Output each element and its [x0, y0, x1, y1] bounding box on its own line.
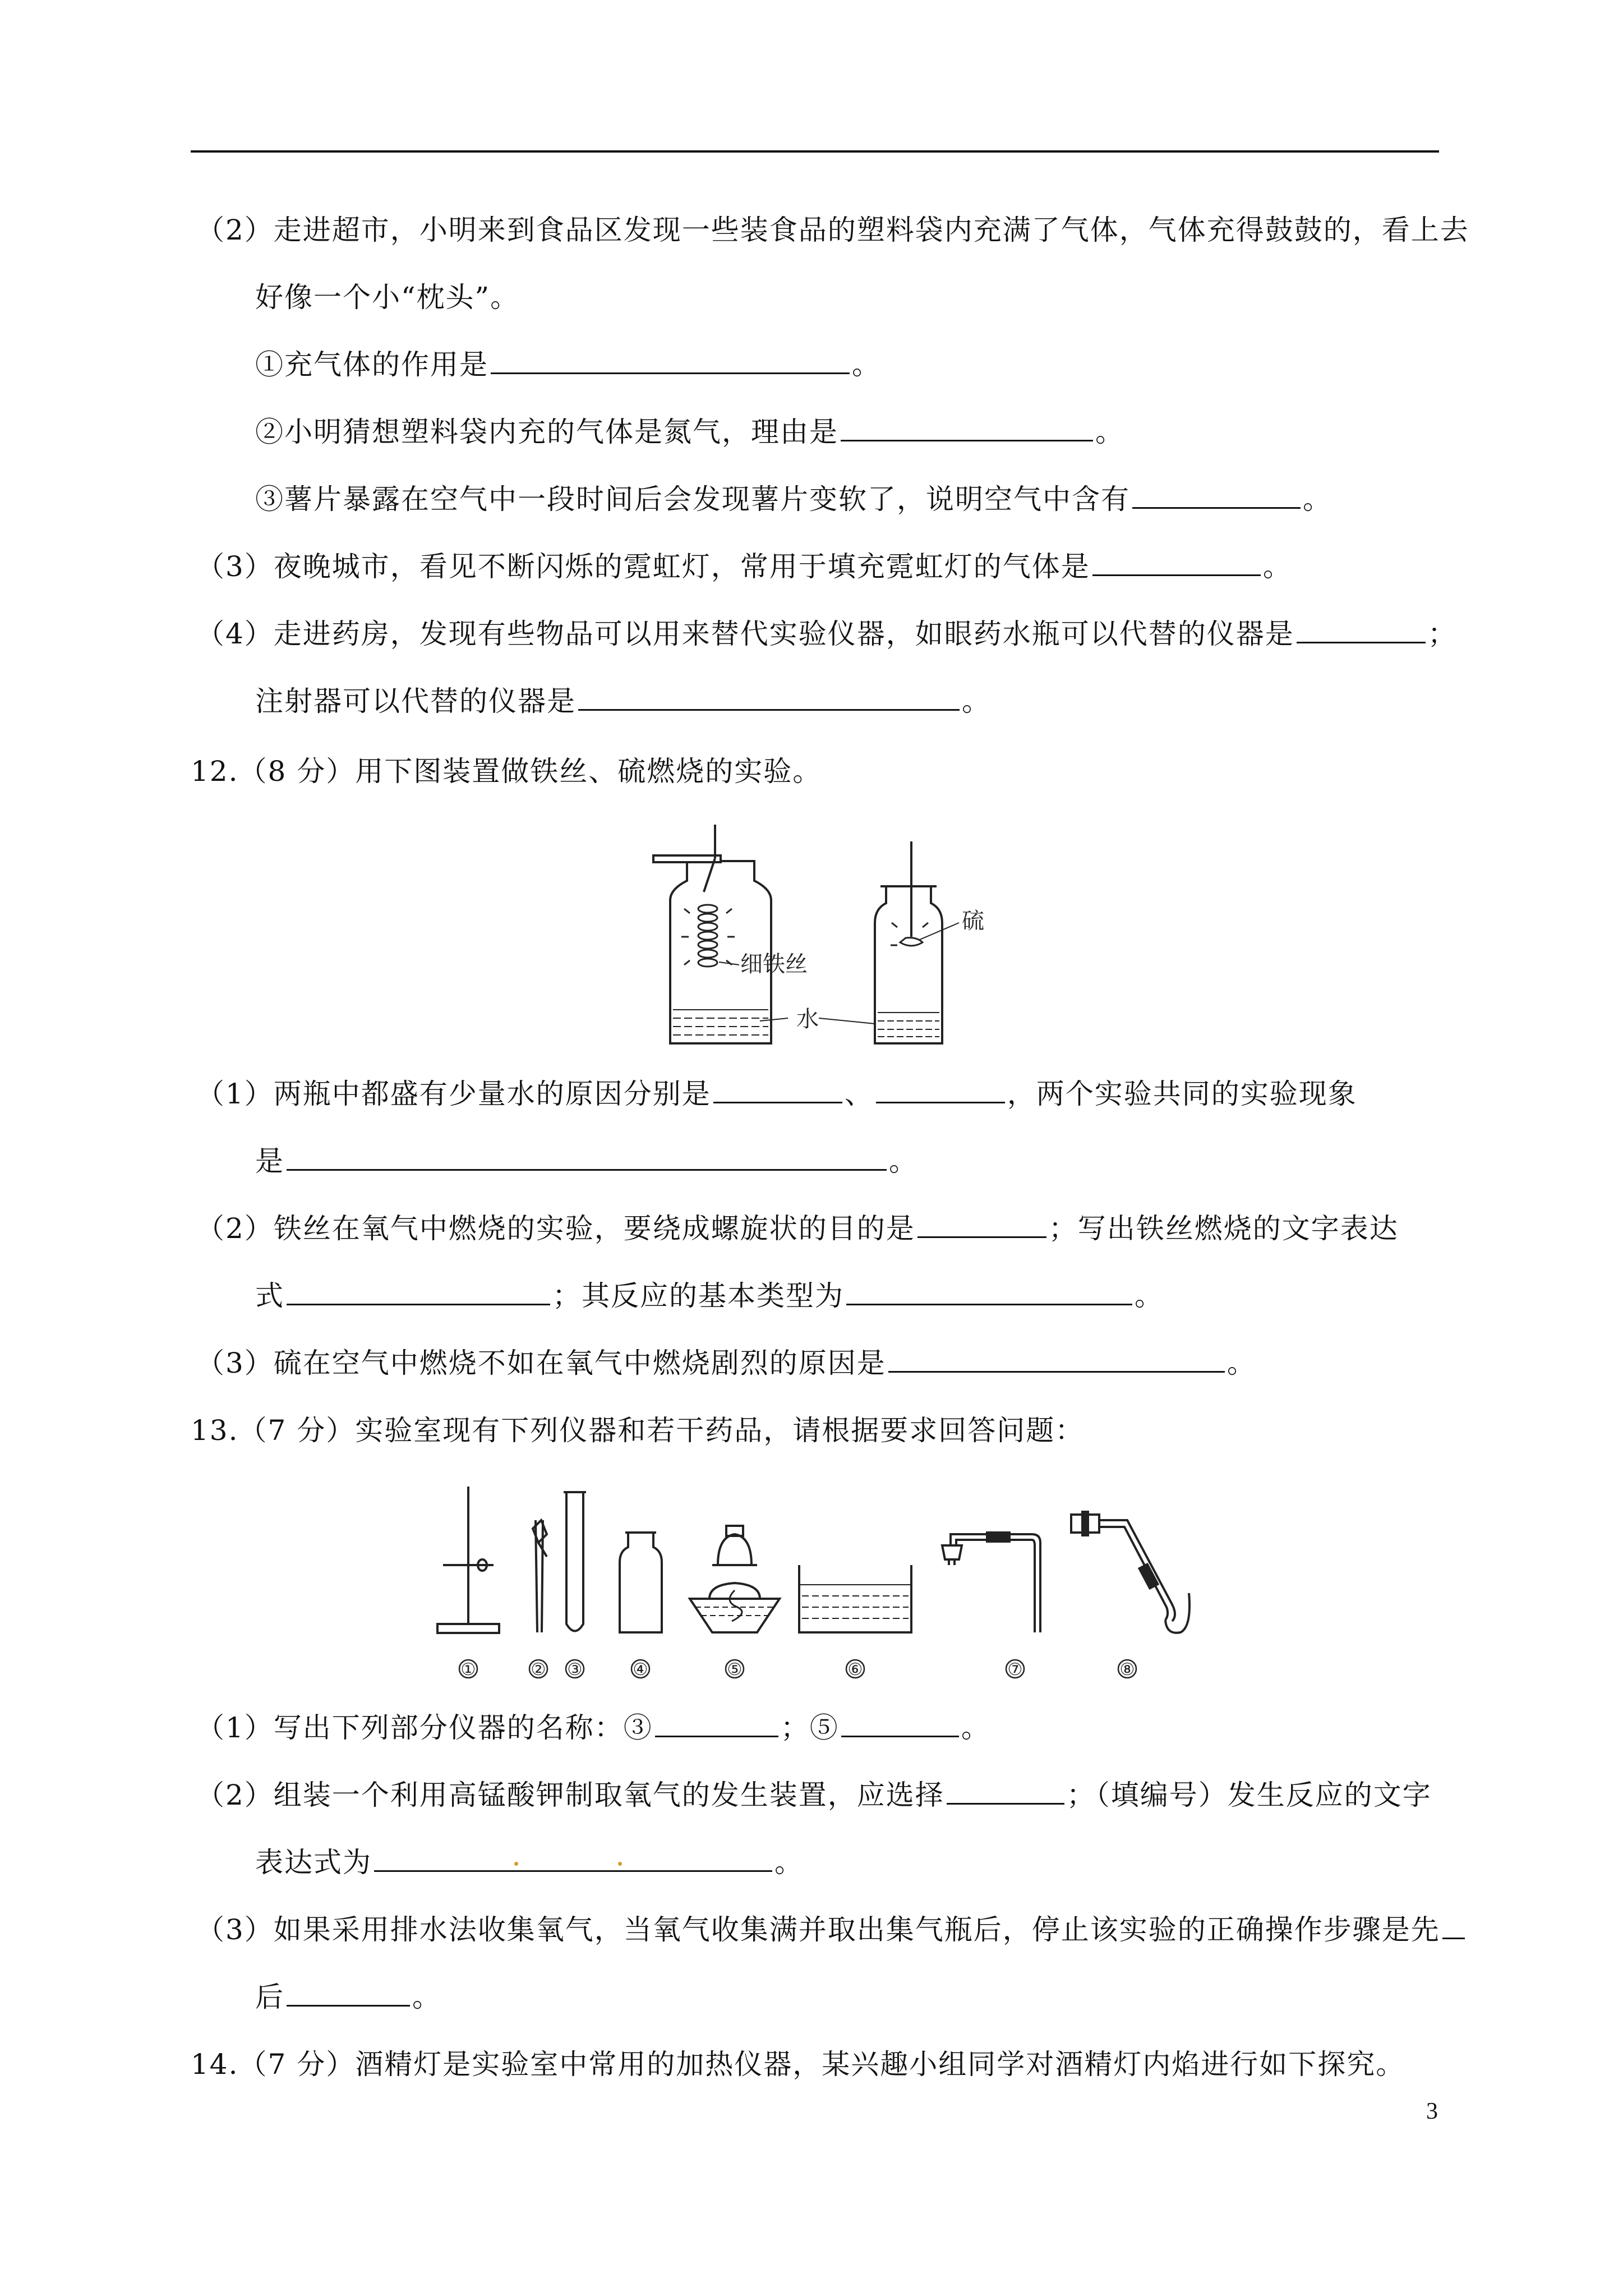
answer-blank[interactable] — [841, 1710, 959, 1737]
test-tube-holder-icon — [533, 1520, 547, 1632]
instrument-label-5: ⑤ — [727, 1660, 743, 1680]
lab-instruments-figure — [426, 1481, 1234, 1688]
q11-part2-line1: （2）走进超市，小明来到食品区发现一些装食品的塑料袋内充满了气体，气体充得鼓鼓的，看上去 — [196, 214, 1469, 246]
q13-part2-line1: （2）组装一个利用高锰酸钾制取氧气的发生装置，应选择 ；（填编号）发生反应的文字 — [196, 1775, 1432, 1815]
answer-blank[interactable] — [917, 1211, 1046, 1238]
instrument-label-2: ② — [531, 1660, 546, 1680]
q13-part3-line1: （3）如果采用排水法收集氧气，当氧气收集满并取出集气瓶后，停止该实验的正确操作步骤是先 — [196, 1910, 1467, 1949]
answer-blank[interactable] — [713, 1076, 842, 1103]
alcohol-lamp-icon — [690, 1526, 780, 1632]
q12-part2-line2: 式 ；其反应的基本类型为 。 — [255, 1276, 1164, 1315]
q13-heading: 13.（7 分）实验室现有下列仪器和若干药品，请根据要求回答问题： — [191, 1414, 1085, 1447]
instrument-label-7: ⑦ — [1007, 1660, 1023, 1680]
q11-part4-line1: （4）走进药房，发现有些物品可以用来替代实验仪器，如眼药水瓶可以代替的仪器是 ； — [196, 614, 1457, 654]
answer-blank[interactable] — [287, 1979, 410, 2007]
header-rule — [191, 150, 1439, 153]
q12-part3: （3）硫在空气中燃烧不如在氧气中燃烧剧烈的原因是 。 — [196, 1343, 1256, 1383]
q11-part2-line2: 好像一个小“枕头”。 — [255, 281, 520, 314]
answer-blank[interactable] — [287, 1143, 887, 1171]
stopper-bent-tube-icon — [1071, 1512, 1189, 1633]
instrument-label-8: ⑧ — [1119, 1660, 1135, 1680]
answer-blank[interactable] — [491, 347, 850, 374]
answer-blank[interactable] — [1132, 481, 1301, 509]
label-sulfur: 硫 — [962, 908, 984, 934]
answer-blank[interactable] — [374, 1844, 772, 1872]
test-tube-icon — [564, 1492, 586, 1631]
answer-blank[interactable] — [888, 1345, 1225, 1373]
q11-sub1: ①充气体的作用是 。 — [255, 345, 881, 384]
label-water: 水 — [796, 1006, 819, 1032]
answer-blank[interactable] — [1297, 616, 1426, 643]
answer-blank[interactable] — [846, 1278, 1132, 1305]
q12-part2-line1: （2）铁丝在氧气中燃烧的实验，要绕成螺旋状的目的是 ；写出铁丝燃烧的文字表达 — [196, 1209, 1399, 1248]
q11-sub3: ③薯片暴露在空气中一段时间后会发现薯片变软了，说明空气中含有 。 — [255, 480, 1332, 519]
q11-part3: （3）夜晚城市，看见不断闪烁的霓虹灯，常用于填充霓虹灯的气体是 。 — [196, 547, 1292, 586]
q13-part3-line2: 后 。 — [255, 1977, 441, 2017]
q12-part1-line2: 是 。 — [255, 1142, 918, 1181]
answer-blank[interactable] — [1442, 1912, 1465, 1939]
q13-part2-line2: 表达式为 。 — [255, 1843, 804, 1882]
page-number: 3 — [1426, 2099, 1438, 2124]
answer-blank[interactable] — [578, 683, 960, 711]
answer-blank[interactable] — [287, 1278, 550, 1305]
gas-bottle-icon — [620, 1533, 662, 1632]
q12-heading: 12.（8 分）用下图装置做铁丝、硫燃烧的实验。 — [191, 755, 822, 788]
instrument-label-6: ⑥ — [847, 1660, 863, 1680]
q11-part4-line2: 注射器可以代替的仪器是 。 — [255, 682, 991, 721]
q11-sub2: ②小明猜想塑料袋内充的气体是氮气，理由是 。 — [255, 412, 1124, 452]
instrument-label-3: ③ — [567, 1660, 583, 1680]
answer-blank[interactable] — [947, 1777, 1064, 1805]
combustion-apparatus-figure — [645, 825, 1009, 1049]
q12-part1-line1: （1）两瓶中都盛有少量水的原因分别是 、 ，两个实验共同的实验现象 — [196, 1074, 1357, 1114]
instrument-label-1: ① — [460, 1660, 476, 1680]
label-iron-wire: 细铁丝 — [740, 951, 808, 977]
stopper-delivery-tube-icon — [942, 1533, 1040, 1632]
answer-blank[interactable] — [876, 1076, 1005, 1103]
answer-blank[interactable] — [1092, 549, 1261, 576]
instrument-label-4: ④ — [633, 1660, 648, 1680]
answer-blank[interactable] — [841, 414, 1093, 441]
q13-part1: （1）写出下列部分仪器的名称：③ ；⑤ 。 — [196, 1708, 990, 1747]
water-trough-icon — [799, 1565, 911, 1632]
q14-heading: 14.（7 分）酒精灯是实验室中常用的加热仪器，某兴趣小组同学对酒精灯内焰进行如下探究。 — [191, 2048, 1405, 2081]
iron-stand-icon — [437, 1487, 499, 1633]
answer-blank[interactable] — [655, 1710, 778, 1737]
